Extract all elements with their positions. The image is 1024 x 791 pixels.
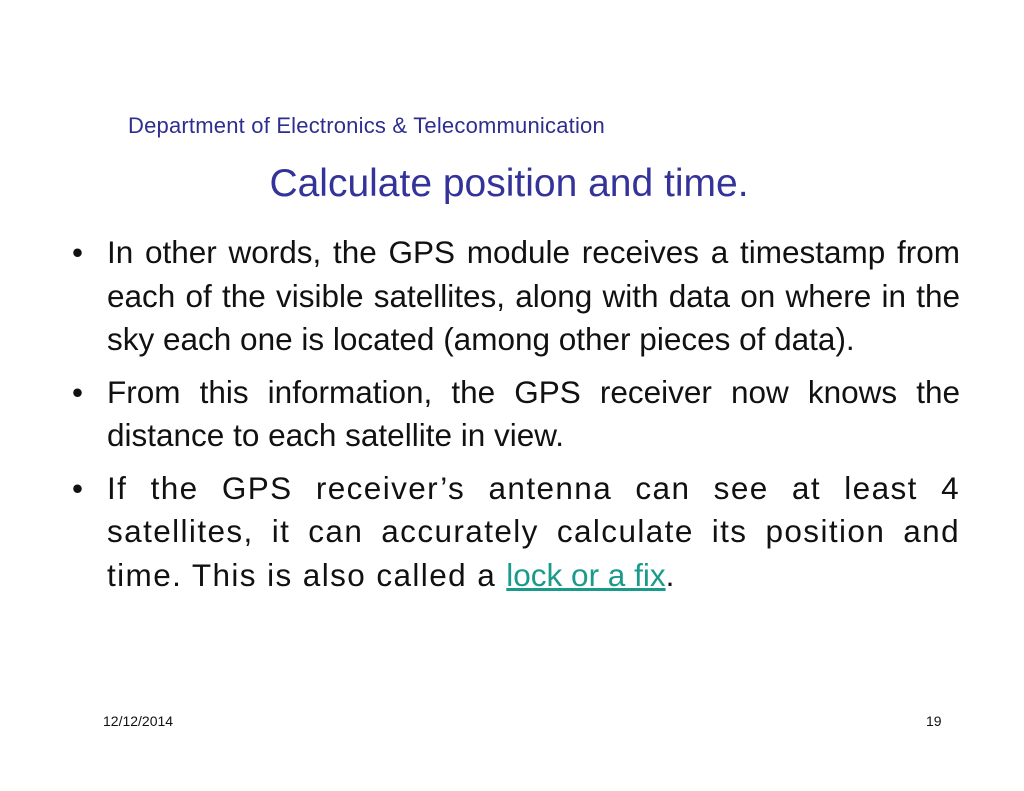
slide-title-container: [0, 162, 1024, 206]
bullet-list: [72, 231, 960, 606]
lock-or-fix-link[interactable]: lock or a fix: [506, 556, 666, 593]
bullet-symbol: •: [72, 234, 84, 270]
bullet-text: In other words, the GPS module receives a timestamp from each of the visible satellites, along with data on where in the sky each one is located (among other pieces of data).: [107, 234, 960, 357]
page-number: 19: [926, 713, 942, 729]
slide-title: Calculate position and time.: [269, 162, 749, 205]
bullet-item: [72, 467, 960, 598]
footer-date: 12/12/2014: [103, 713, 174, 729]
bullet-text: From this information, the GPS receiver now knows the distance to each satellite in view.: [107, 373, 960, 453]
bullet-item: [72, 231, 960, 362]
department-header: Department of Electronics & Telecommunication: [128, 113, 605, 138]
bullet-symbol: •: [72, 469, 85, 506]
bullet-text: If the GPS receiver’s antenna can see at least 4 satellites, it can accurately calculate its position and time. This is also called a: [107, 469, 960, 593]
bullet-text-end: .: [665, 556, 676, 593]
bullet-symbol: •: [72, 373, 84, 410]
bullet-item: [72, 371, 960, 458]
